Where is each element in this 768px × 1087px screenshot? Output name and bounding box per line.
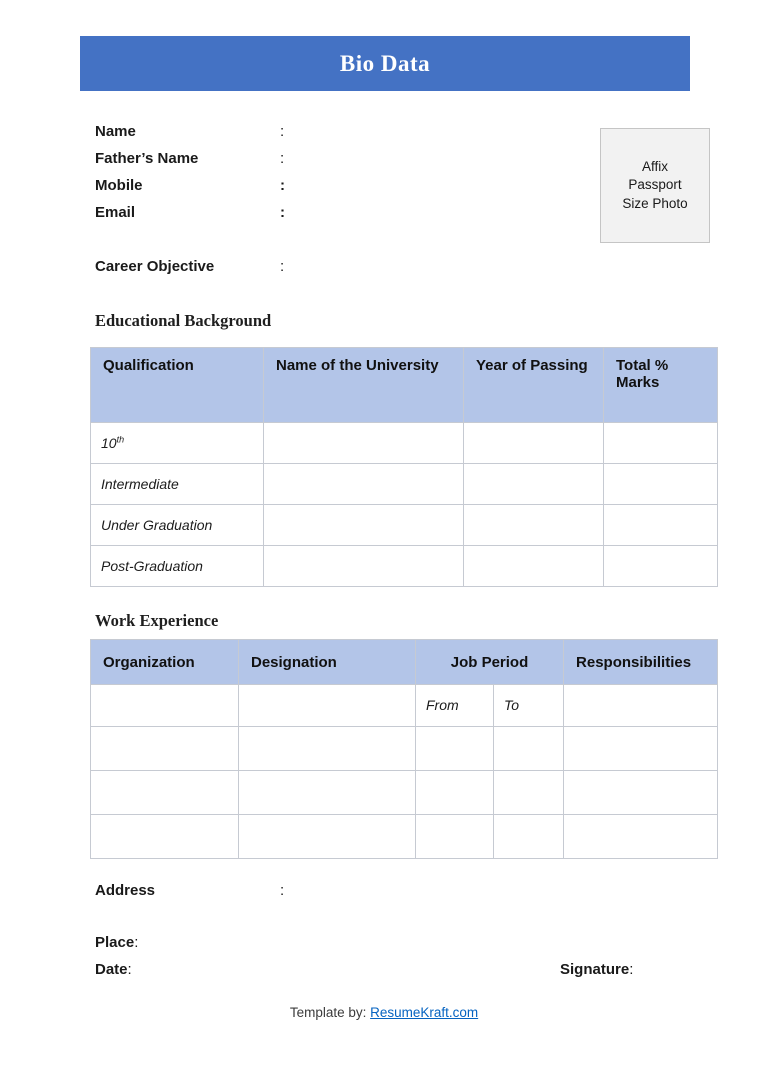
address-label: Address — [95, 882, 156, 899]
education-row-post-graduation — [91, 546, 718, 587]
designation-cell — [239, 685, 416, 727]
organization-cell — [91, 685, 239, 727]
to-cell — [494, 727, 564, 771]
field-date — [95, 956, 768, 983]
work-empty-row — [91, 771, 718, 815]
col-qualification: Qualification — [91, 348, 264, 423]
mobile-label: Mobile — [95, 177, 143, 194]
university-cell — [264, 546, 464, 587]
designation-cell — [239, 815, 416, 859]
marks-cell — [604, 423, 718, 464]
email-colon: : — [280, 204, 285, 221]
education-section-heading: Educational Background — [95, 311, 272, 330]
work-empty-row — [91, 727, 718, 771]
work-experience-table — [90, 639, 718, 859]
date-label: Date — [95, 961, 128, 978]
education-row-intermediate — [91, 464, 718, 505]
from-label: From — [426, 697, 459, 713]
marks-cell — [604, 505, 718, 546]
organization-cell — [91, 815, 239, 859]
year-cell — [464, 423, 604, 464]
col-designation: Designation — [239, 640, 416, 685]
designation-cell — [239, 727, 416, 771]
col-organization: Organization — [91, 640, 239, 685]
photo-placeholder-text: Affix Passport Size Photo — [622, 159, 688, 211]
organization-cell — [91, 727, 239, 771]
responsibilities-cell — [564, 771, 718, 815]
year-cell — [464, 505, 604, 546]
address-colon: : — [280, 882, 285, 899]
university-cell — [264, 464, 464, 505]
fathers-name-label: Father’s Name — [95, 150, 199, 167]
col-university: Name of the University — [264, 348, 464, 423]
education-table — [90, 347, 718, 587]
year-cell — [464, 546, 604, 587]
mobile-colon: : — [280, 177, 285, 194]
from-cell — [416, 771, 494, 815]
education-header-row — [91, 348, 718, 423]
name-colon: : — [280, 123, 285, 140]
resumekraft-link[interactable]: ResumeKraft.com — [370, 1005, 479, 1020]
university-cell — [264, 423, 464, 464]
field-place — [95, 929, 768, 956]
to-label: To — [504, 697, 520, 713]
place-colon: : — [134, 934, 139, 951]
passport-photo-placeholder — [600, 128, 710, 243]
work-empty-row — [91, 815, 718, 859]
signature-label: Signature — [560, 961, 630, 978]
place-label: Place — [95, 934, 135, 951]
to-cell — [494, 815, 564, 859]
qualification-cell: Post-Graduation — [91, 546, 264, 587]
field-signature — [560, 956, 633, 983]
to-cell — [494, 771, 564, 815]
to-cell — [494, 685, 564, 727]
organization-cell — [91, 771, 239, 815]
field-address — [95, 877, 768, 904]
university-cell — [264, 505, 464, 546]
marks-cell — [604, 464, 718, 505]
responsibilities-cell — [564, 727, 718, 771]
from-cell — [416, 685, 494, 727]
name-label: Name — [95, 123, 136, 140]
col-job-period: Job Period — [416, 640, 564, 685]
education-row-10th — [91, 423, 718, 464]
col-responsibilities: Responsibilities — [564, 640, 718, 685]
qualification-cell: Under Graduation — [91, 505, 264, 546]
education-row-under-graduation — [91, 505, 718, 546]
col-total-marks: Total % Marks — [604, 348, 718, 423]
marks-cell — [604, 546, 718, 587]
designation-cell — [239, 771, 416, 815]
from-cell — [416, 815, 494, 859]
qualification-cell: 10th — [91, 423, 264, 464]
page-title: Bio Data — [339, 50, 431, 76]
document-header — [80, 36, 690, 91]
career-objective-label: Career Objective — [95, 258, 215, 275]
fathers-name-colon: : — [280, 150, 285, 167]
email-label: Email — [95, 204, 136, 221]
footer-credit-text: Template by: — [289, 1005, 367, 1020]
qualification-cell: Intermediate — [91, 464, 264, 505]
year-cell — [464, 464, 604, 505]
work-header-row — [91, 640, 718, 685]
responsibilities-cell — [564, 815, 718, 859]
career-objective-colon: : — [280, 258, 285, 275]
field-career-objective — [95, 253, 768, 280]
responsibilities-cell — [564, 685, 718, 727]
work-subheader-row — [91, 685, 718, 727]
work-section-heading: Work Experience — [95, 611, 219, 630]
date-colon: : — [127, 961, 132, 978]
footer — [0, 1005, 768, 1020]
col-year-of-passing: Year of Passing — [464, 348, 604, 423]
signature-colon: : — [629, 961, 634, 978]
bottom-fields — [95, 877, 768, 983]
from-cell — [416, 727, 494, 771]
